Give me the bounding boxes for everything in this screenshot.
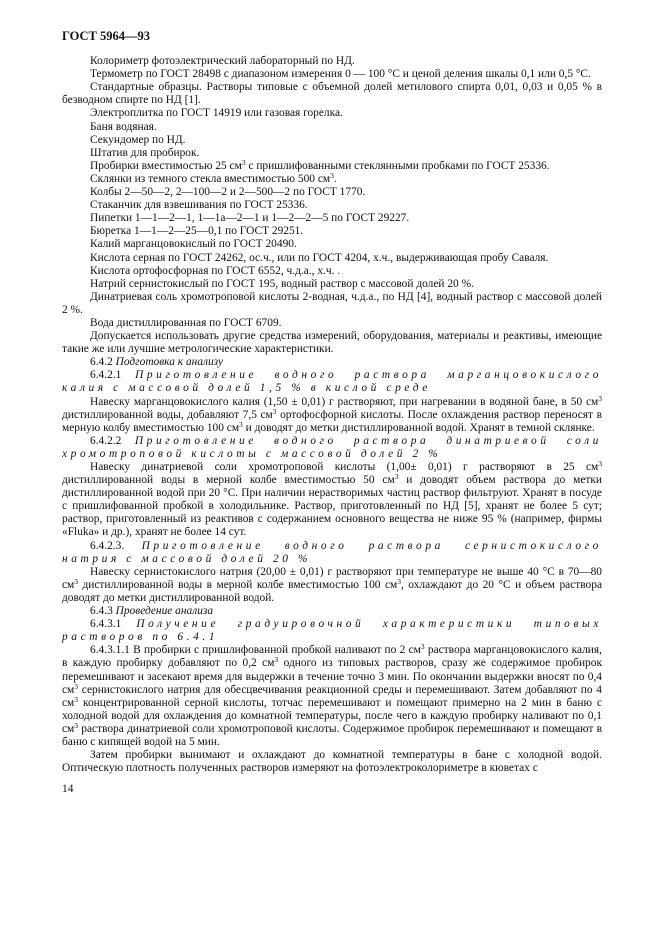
equipment-line: Склянки из темного стекла вместимостью 500 $см^3$. [90, 170, 337, 185]
paragraph: 6.4.3.1.1 В пробирки с пришлифованной пробкой наливают по 2 $см^3$ раствора марганцовокислого калия, в каждую пробирку добавляют по 0,2 $см^3$ одного из типовых растворов, сразу же содержимое пробирок перемешивают и засекают время для выдержки в течение точно 3 мин. По окончании выдержки вносят по 0,4 $см^3$ сернистокислого натрия для обесцвечивания реакционной среды и перемешивают. Затем добавляют по 4 $см^3$ концентрированной серной кислоты, тотчас перемешивают и помещают примерно на 2 мин в баню с холодной водой для охлаждения до комнатной температуры, после чего в каждую пробирку наливают по 0,1 $см^3$ раствора динатриевой соли хромотроповой кислоты. Содержимое пробирок перемешивают и помещают в баню с кипящей водой на 5 мин. [62, 642, 602, 748]
equipment-line: Вода дистиллированная по ГОСТ 6709. [90, 316, 282, 329]
page-header: ГОСТ 5964—93 [62, 29, 151, 43]
equipment-line: Термометр по ГОСТ 28498 с диапазоном измерения 0 — 100 °С и ценой деления шкалы 0,1 или 0,5 °С. [90, 68, 591, 81]
equipment-line: Пробирки вместимостью 25 $см^3$ с пришлифованными стеклянными пробками по ГОСТ 25336. [90, 157, 550, 172]
document-page [62, 30, 602, 796]
equipment-line: Натрий сернистокислый по ГОСТ 195, водный раствор с массовой долей 20 %. [90, 277, 474, 290]
section-heading: 6.4.3 Проведение анализа [90, 605, 214, 618]
paragraph: Затем пробирки вынимают и охлаждают до комнатной температуры в бане с холодной водой. Оптическую плотность полученных растворов измеряют на фотоэлектроколориметре в кюветах с [62, 749, 602, 775]
equipment-line: Баня водяная. [90, 120, 157, 133]
equipment-line: Секундомер по НД. [90, 133, 186, 146]
equipment-line: Колориметр фотоэлектрический лабораторный по НД. [90, 55, 355, 68]
equipment-line: Динатриевая соль хромотроповой кислоты 2-водная, ч.д.а., по НД [4], водный раствор с массовой долей 2 %. [62, 290, 602, 316]
equipment-line: Кислота серная по ГОСТ 24262, ос.ч., или по ГОСТ 4204, х.ч., выдерживающая пробу Саваля. [90, 251, 549, 264]
subsection-heading: 6.4.2.3. Приготовление водного раствора сернистокислого натрия с массовой долей 20 % [62, 539, 602, 565]
page-number: 14 [62, 783, 74, 796]
equipment-line: Стандартные образцы. Растворы типовые с объемной долей метилового спирта 0,01, 0,03 и 0,05 % в безводном спирте по НД [1]. [62, 81, 602, 107]
equipment-line: Бюретка 1—1—2—25—0,1 по ГОСТ 29251. [90, 225, 304, 238]
equipment-line: Электроплитка по ГОСТ 14919 или газовая горелка. [90, 107, 343, 120]
equipment-line: Колбы 2—50—2, 2—100—2 и 2—500—2 по ГОСТ 1770. [90, 186, 366, 199]
subsection-heading: 6.4.2.2 Приготовление водного раствора динатриевой соли хромотроповой кислоты с массовой долей 2 % [62, 434, 602, 460]
subsection-heading: 6.4.2.1 Приготовление водного раствора марганцовокислого калия с массовой долей 1,5 % в кислой среде [62, 369, 602, 395]
paragraph: Навеску марганцовокислого калия (1,50 ± 0,01) г растворяют, при нагревании в водяной бане, в 50 $см^3$ дистиллированной воды, добавляют 7,5 $см^3$ ортофосфорной кислоты. После охлаждения раствор переносят в мерную колбу вместимостью 100 $см^3$ и доводят до метки дистиллированной водой. Хранят в темной склянке. [62, 393, 602, 434]
equipment-line: Стаканчик для взвешивания по ГОСТ 25336. [90, 199, 308, 212]
subsection-heading: 6.4.3.1 Получение градуировочной характеристики типовых растворов по 6.4.1 [62, 618, 602, 644]
section-heading: 6.4.2 Подготовка к анализу [90, 356, 224, 369]
equipment-line: Калий марганцовокислый по ГОСТ 20490. [90, 238, 297, 251]
equipment-note: Допускается использовать другие средства измерений, оборудования, материалы и реактивы, имеющие такие же или лучшие метрологические характеристики. [62, 330, 602, 356]
paragraph: Навеску сернистокислого натрия (20,00 ± 0,01) г растворяют при температуре не выше 40 °С в 70—80 $см^3$ дистиллированной воды в мерной колбе вместимостью 100 $см^3$, охлаждают до 20 °С и объем раствора доводят до метки дистиллированной водой. [62, 565, 602, 604]
paragraph: Навеску динатриевой соли хромотроповой кислоты (1,00± 0,01) г растворяют в 25 $см^3$ дистиллированной воды в мерной колбе вместимостью 50 $см^3$ и доводят объем раствора до метки дистиллированной водой при 20 °С. При наличии нерастворимых частиц раствор фильтруют. Хранят в посуде с пришлифованной пробкой в холодильнике. Раствор, приготовленный по НД [5], хранят не более 5 сут; раствор, приготовленный из реактивов с содержанием основного вещества не ниже 95 % (например, фирмы «Fluka» и др.), хранят не более 14 сут. [62, 459, 602, 539]
equipment-line: Пипетки 1—1—2—1, 1—1а—2—1 и 1—2—2—5 по ГОСТ 29227. [90, 212, 410, 225]
equipment-line: Кислота ортофосфорная по ГОСТ 6552, ч.д.а., х.ч. . [90, 264, 341, 277]
equipment-line: Штатив для пробирок. [90, 146, 200, 159]
